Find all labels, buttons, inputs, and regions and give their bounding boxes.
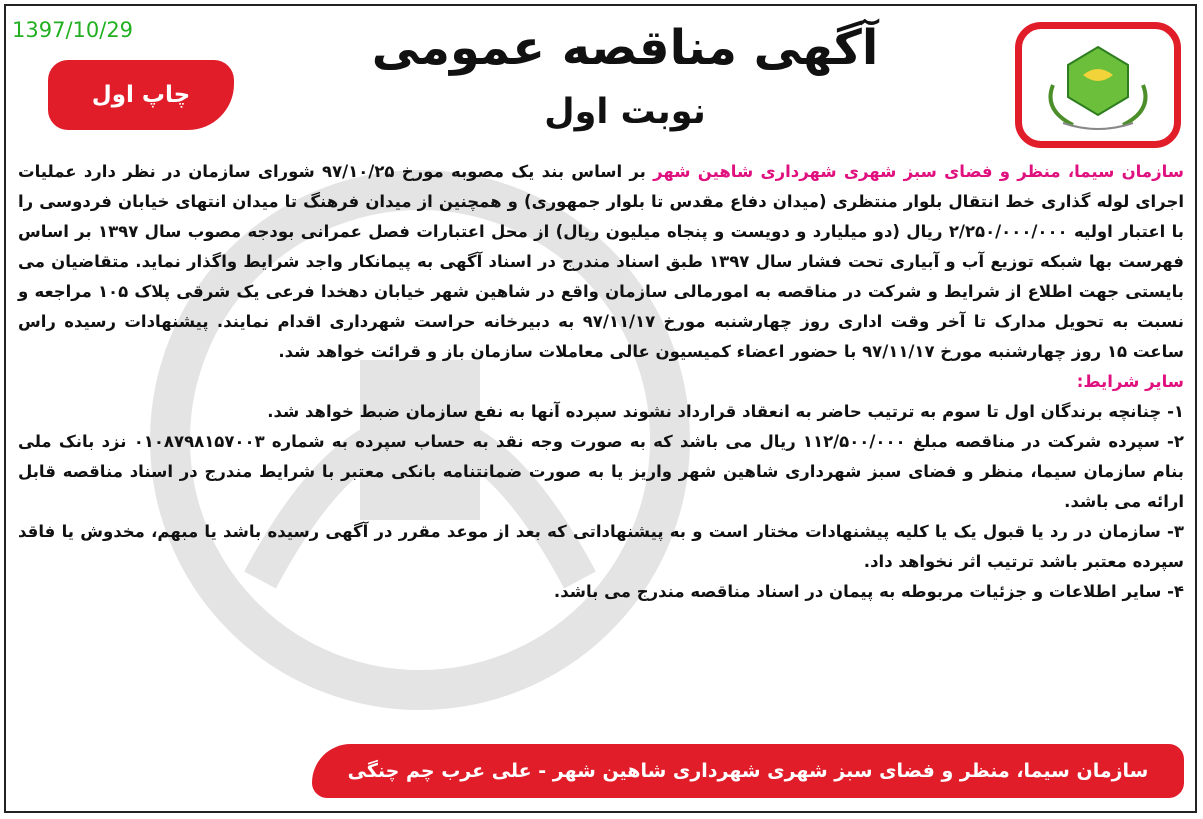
condition-item-1: ۱- چنانچه برندگان اول تا سوم به ترتیب حاضر به انعقاد قرارداد نشوند سپرده آنها به نفع سازمان ضبط خواهد شد.	[267, 402, 1184, 421]
notice-title: آگهی مناقصه عمومی	[371, 20, 879, 76]
conditions-title: سایر شرایط:	[1076, 372, 1184, 391]
notice-subtitle: نوبت اول	[544, 92, 706, 132]
emblem-graphic-icon	[1033, 35, 1163, 135]
condition-item-3: ۳- سازمان در رد یا قبول یک یا کلیه پیشنهادات مختار است و به پیشنهاداتی که بعد از موعد مقرر در آگهی رسیده باشد یا مبهم، مخدوش یا فاقد سپرده معتبر باشد ترتیب اثر نخواهد داد.	[18, 522, 1184, 571]
notice-body	[18, 157, 1184, 607]
print-badge: چاپ اول	[48, 60, 234, 130]
publish-date: 1397/10/29	[12, 18, 134, 42]
condition-item-4: ۴- سایر اطلاعات و جزئیات مربوطه به پیمان در اسناد مناقصه مندرج می باشد.	[553, 582, 1184, 601]
organization-name: سازمان سیما، منظر و فضای سبز شهری شهرداری شاهین شهر	[653, 162, 1184, 181]
intro-paragraph	[18, 157, 1184, 367]
condition-item-2: ۲- سپرده شرکت در مناقصه مبلغ ۱۱۲/۵۰۰/۰۰۰ ریال می باشد که به صورت وجه نقد به حساب سپرده به شماره ۰۱۰۸۷۹۸۱۵۷۰۰۳ نزد بانک ملی بنام سازمان سیما، منظر و فضای سبز شهرداری شاهین شهر واریز یا به صورت ضمانتنامه بانکی معتبر با شرایط مندرج در اسناد مناقصه قابل ارائه می باشد.	[18, 432, 1184, 511]
intro-text: بر اساس بند یک مصوبه مورخ ۹۷/۱۰/۲۵ شورای سازمان در نظر دارد عملیات اجرای لوله گذاری خط انتقال بلوار منتظری (میدان دفاع مقدس تا بلوار جمهوری) و همچنین از میدان فرهنگ تا میدان انتهای خیابان فردوسی را با اعتبار اولیه ۲/۲۵۰/۰۰۰/۰۰۰ ریال (دو میلیارد و دویست و پنجاه میلیون ریال) از محل اعتبارات فصل عمرانی بودجه مصوب سال ۱۳۹۷ بر اساس فهرست بها شبکه توزیع آب و آبیاری تحت فشار سال ۱۳۹۷ طبق اسناد مندرج در اسناد آگهی به پیمانکار واجد شرایط واگذار نماید. متقاضیان می بایستی جهت اطلاع از شرایط و شرکت در مناقصه به امورمالی سازمان واقع در شاهین شهر خیابان دهخدا فرعی یک شرقی پلاک ۱۰۵ مراجعه و نسبت به تحویل مدارک تا آخر وقت اداری روز چهارشنبه مورخ ۹۷/۱۱/۱۷ به دبیرخانه حراست شهرداری اقدام نمایند. پیشنهادات رسیده راس ساعت ۱۵ روز چهارشنبه مورخ ۹۷/۱۱/۱۷ با حضور اعضاء کمیسیون عالی معاملات سازمان باز و قرائت خواهد شد.	[18, 162, 1185, 361]
municipality-emblem-icon	[1015, 22, 1181, 148]
footer-signature: سازمان سیما، منظر و فضای سبز شهری شهرداری شاهین شهر - علی عرب چم چنگی	[312, 744, 1184, 798]
